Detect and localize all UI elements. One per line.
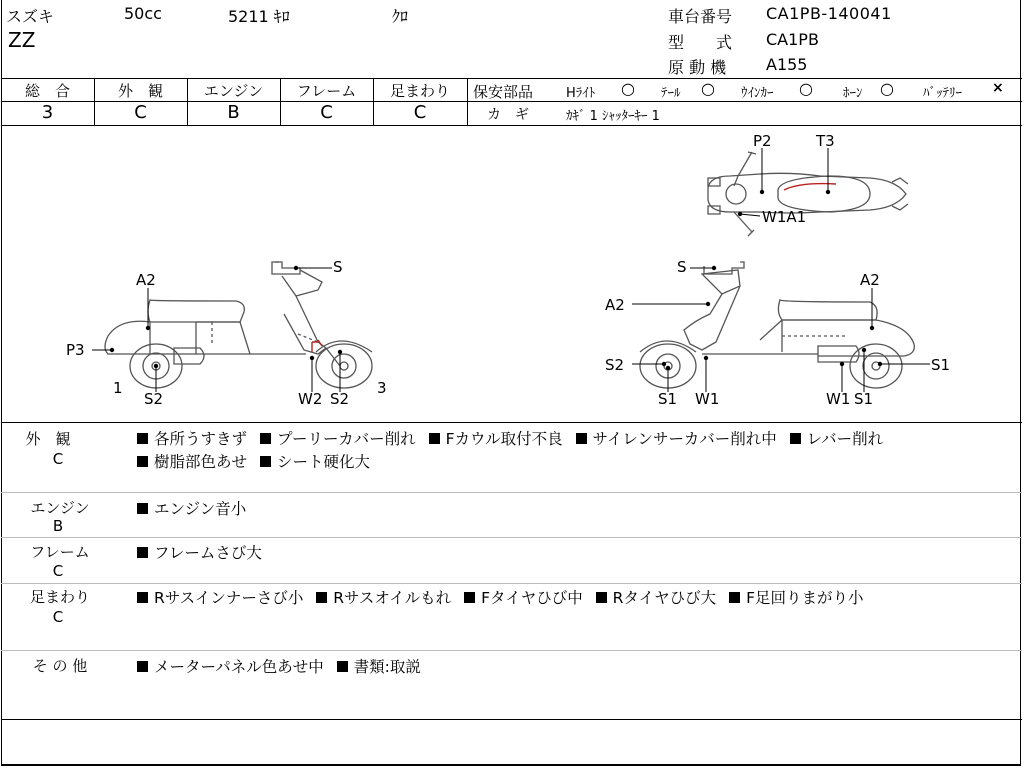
divider <box>1 78 1022 79</box>
safety-item-tail: ﾃｰﾙ <box>661 86 681 101</box>
note-exterior-line2: 樹脂部色あせ シート硬化大 <box>137 450 370 472</box>
divider <box>1 422 1022 423</box>
divider <box>467 101 1022 102</box>
color: ｸﾛ <box>392 7 409 26</box>
label-left-3: 3 <box>377 379 387 397</box>
grade-suspension-value: C <box>413 102 427 123</box>
type-value: CA1PB <box>766 30 819 49</box>
safety-item-horn: ﾎｰﾝ <box>843 86 863 101</box>
grade-exterior-value: C <box>134 102 147 123</box>
divider <box>1 719 1022 720</box>
label-right-s1-muffler: S1 <box>931 356 951 374</box>
label-right-s1: S1 <box>658 390 678 408</box>
maker: スズキ <box>6 7 55 26</box>
grade-engine-value: B <box>227 102 240 123</box>
note-engine-line1: エンジン音小 <box>137 497 246 519</box>
note-suspension-grade: C <box>52 608 64 626</box>
label-left-1: 1 <box>113 379 123 397</box>
note-engine-grade: B <box>52 517 64 535</box>
divider <box>1 583 1022 584</box>
label-t3: T3 <box>816 132 835 150</box>
key-value: ｶｷﾞ 1 ｼｬｯﾀｰｷｰ 1 <box>566 109 660 124</box>
grade-frame-label: フレーム <box>296 82 357 100</box>
label-right-s2: S2 <box>605 356 625 374</box>
mileage: 5211 ｷﾛ <box>228 7 290 26</box>
displacement: 50cc <box>124 4 162 23</box>
label-right-a2: A2 <box>605 296 625 314</box>
note-exterior-grade: C <box>52 450 64 468</box>
label-left-s2: S2 <box>144 390 164 408</box>
label-right-s1-rear: S1 <box>854 390 874 408</box>
safety-mark-headlight: ○ <box>621 79 635 98</box>
label-p2: P2 <box>753 132 772 150</box>
grade-total-label: 総 合 <box>24 82 70 100</box>
safety-item-winker: ｳｲﾝｶｰ <box>741 86 774 101</box>
note-suspension-line1: Rサスインナーさび小 Rサスオイルもれ Fタイヤひび中 Rタイヤひび大 F足回りまがり小 <box>137 586 863 608</box>
label-right-s: S <box>677 258 687 276</box>
engine-value: A155 <box>766 55 808 74</box>
note-other-label: そ の 他 <box>32 657 88 675</box>
frame-no-label: 車台番号 <box>668 7 733 26</box>
note-other-line1: メーターパネル色あせ中 書類:取説 <box>137 655 421 677</box>
note-engine-label: エンジン <box>30 499 90 517</box>
note-frame-grade: C <box>52 562 64 580</box>
safety-mark-battery: × <box>992 80 1004 96</box>
safety-item-headlight: Hﾗｲﾄ <box>566 86 596 101</box>
model-name: ZZ <box>8 28 36 52</box>
label-left-p3: P3 <box>66 341 85 359</box>
type-label: 型 式 <box>668 33 733 52</box>
note-frame-line1: フレームさび大 <box>137 541 262 563</box>
grade-engine-label: エンジン <box>203 82 264 100</box>
frame-no: CA1PB-140041 <box>766 4 892 23</box>
safety-mark-winker: ○ <box>799 79 813 98</box>
label-w1a1: W1A1 <box>762 208 807 226</box>
note-suspension-label: 足まわり <box>29 588 90 606</box>
note-frame-label: フレーム <box>30 543 90 561</box>
divider <box>1 492 1022 493</box>
key-label: カ ギ <box>487 107 529 123</box>
safety-mark-horn: ○ <box>880 79 894 98</box>
divider <box>1 650 1022 651</box>
label-right-w1-rear: W1 <box>826 390 851 408</box>
engine-label: 原 動 機 <box>668 58 727 77</box>
grade-total-value: 3 <box>41 102 54 123</box>
safety-title: 保安部品 <box>473 83 534 101</box>
label-left-s2-front: S2 <box>330 390 350 408</box>
top-view <box>708 152 908 236</box>
label-right-a2-rear: A2 <box>860 271 880 289</box>
label-right-w1: W1 <box>695 390 720 408</box>
grade-frame-value: C <box>320 102 333 123</box>
grade-exterior-label: 外 観 <box>117 82 163 100</box>
note-exterior-label: 外 観 <box>25 430 71 448</box>
divider <box>1 537 1022 538</box>
label-left-s: S <box>333 258 343 276</box>
safety-mark-tail: ○ <box>701 79 715 98</box>
safety-item-battery: ﾊﾞｯﾃﾘｰ <box>923 86 962 101</box>
note-exterior-line1: 各所うすきず プーリーカバー削れ Fカウル取付不良 サイレンサーカバー削れ中 レバー削れ <box>137 427 883 449</box>
label-left-w2: W2 <box>298 390 323 408</box>
label-left-a2: A2 <box>136 271 156 289</box>
grade-suspension-label: 足まわり <box>389 82 450 100</box>
damage-mark-left <box>312 340 322 352</box>
